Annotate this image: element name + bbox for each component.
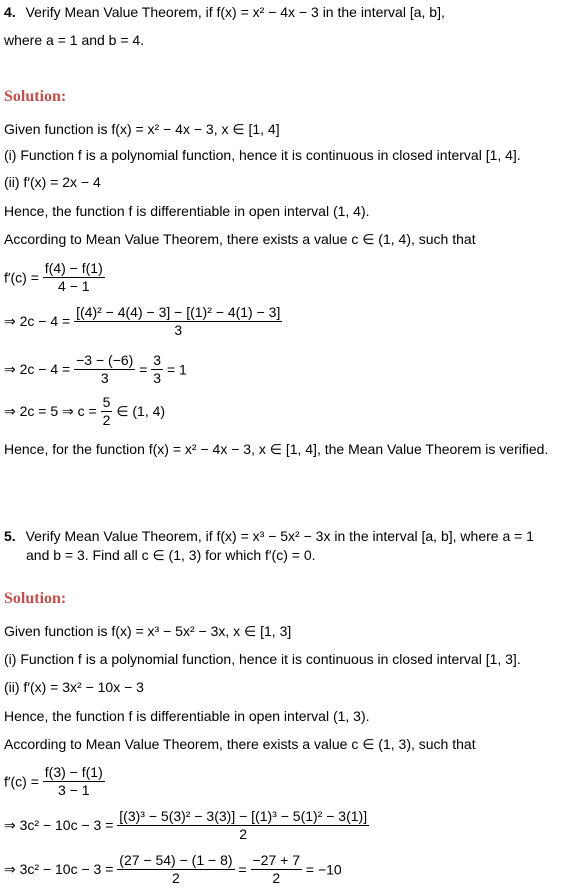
q4-mvt-statement: According to Mean Value Theorem, there exists a value c ∈ (1, 4), such that (4, 231, 476, 247)
q4-eq3-denominator: 3 (100, 370, 109, 386)
q4-eq1-lhs: f′(c) = (4, 269, 39, 286)
q5-solution-label: Solution: (4, 590, 67, 607)
q5-step1: (i) Function f is a polynomial function, hence it is continuous in closed interval [1, 3]. (4, 651, 521, 667)
q5-statement-line2: and b = 3. Find all c ∈ (1, 3) for which f′(c) = 0. (26, 547, 316, 563)
q4-step2: (ii) f′(x) = 2x − 4 (4, 174, 101, 190)
q4-eq2-fraction (74, 304, 282, 339)
q5-equation-2 (4, 808, 369, 843)
q5-eq1-denominator: 3 − 1 (58, 782, 90, 798)
q4-number: 4. (4, 4, 16, 20)
q4-statement-line1 (4, 3, 445, 21)
q5-eq3-denominator: 2 (172, 870, 180, 886)
q4-eq1-fraction (43, 260, 105, 295)
q5-mvt-statement: According to Mean Value Theorem, there exists a value c ∈ (1, 3), such that (4, 736, 476, 752)
q4-eq3-numerator: −3 − (−6) (76, 352, 134, 368)
q5-eq3-denominator-2: 2 (272, 870, 281, 886)
q4-equation-4 (4, 394, 165, 429)
q5-eq3-fraction-2 (251, 852, 303, 887)
q4-line1-text: Verify Mean Value Theorem, if f(x) = x² − 4x − 3 in the interval [a, b], (25, 4, 445, 20)
q4-eq1-denominator: 4 − 1 (58, 278, 90, 294)
q4-eq2-numerator: [(4)² − 4(4) − 3] − [(1)² − 4(1) − 3] (76, 304, 281, 320)
q5-eq2-lhs: ⇒ 3c² − 10c − 3 = (4, 817, 114, 833)
q4-equation-3 (4, 352, 187, 387)
q4-eq4-numerator: 5 (102, 394, 111, 410)
q4-eq3-fraction-2 (151, 352, 163, 387)
q5-step2: (ii) f′(x) = 3x² − 10x − 3 (4, 679, 144, 695)
q5-given: Given function is f(x) = x³ − 5x² − 3x, x ∈ [1, 3] (4, 623, 292, 639)
q4-conclusion: Hence, for the function f(x) = x² − 4x − 3, x ∈ [1, 4], the Mean Value Theorem is verified. (4, 441, 549, 457)
q4-statement-line2: where a = 1 and b = 4. (4, 32, 145, 48)
q4-differentiable: Hence, the function f is differentiable in open interval (1, 4). (4, 203, 370, 219)
q5-statement-line1 (4, 527, 534, 545)
q5-eq3-fraction (117, 852, 234, 887)
q5-line1-text: Verify Mean Value Theorem, if f(x) = x³ − 5x² − 3x in the interval [a, b], where a = 1 (25, 528, 534, 544)
q4-eq2-lhs: ⇒ 2c − 4 = (4, 313, 71, 329)
q5-equation-1 (4, 764, 105, 799)
q4-equation-1 (4, 260, 105, 295)
q5-eq3-equals: = (238, 861, 247, 878)
q4-eq4-lhs: ⇒ 2c = 5 ⇒ c = (4, 403, 97, 419)
q4-eq4-denominator: 2 (102, 412, 111, 428)
q4-eq3-numerator-2: 3 (153, 352, 162, 368)
q5-eq3-numerator-2: −27 + 7 (252, 852, 300, 868)
q5-differentiable: Hence, the function f is differentiable in open interval (1, 3). (4, 708, 370, 724)
q4-eq3-result: = 1 (166, 361, 187, 378)
q4-eq3-fraction (74, 352, 135, 387)
q4-given: Given function is f(x) = x² − 4x − 3, x ∈ [1, 4] (4, 121, 280, 137)
q4-eq3-denominator-2: 3 (153, 370, 162, 386)
q5-eq2-fraction (117, 808, 369, 843)
q5-number: 5. (4, 528, 16, 544)
q5-eq2-denominator: 2 (239, 826, 248, 842)
q5-eq3-result: = −10 (305, 861, 342, 878)
q5-eq1-lhs: f′(c) = (4, 773, 39, 790)
q5-eq3-numerator: (27 − 54) − (1 − 8) (119, 852, 233, 868)
q4-eq4-fraction (101, 394, 113, 429)
q4-eq3-lhs: ⇒ 2c − 4 = (4, 361, 71, 377)
q4-eq1-numerator: f(4) − f(1) (44, 260, 103, 276)
q5-eq1-fraction (43, 764, 105, 799)
q4-solution-label: Solution: (4, 88, 67, 105)
q5-eq2-numerator: [(3)³ − 5(3)² − 3(3)] − [(1)³ − 5(1)² − 3(1)] (119, 808, 368, 824)
q5-equation-3 (4, 852, 342, 887)
q4-step1: (i) Function f is a polynomial function, hence it is continuous in closed interval [1, 4]. (4, 147, 521, 163)
q5-eq1-numerator: f(3) − f(1) (44, 764, 103, 780)
q4-eq2-denominator: 3 (174, 322, 183, 338)
q4-eq3-equals: = (139, 361, 148, 378)
q4-equation-2 (4, 304, 282, 339)
q5-eq3-lhs: ⇒ 3c² − 10c − 3 = (4, 861, 114, 877)
q4-eq4-rhs: ∈ (1, 4) (116, 403, 166, 419)
